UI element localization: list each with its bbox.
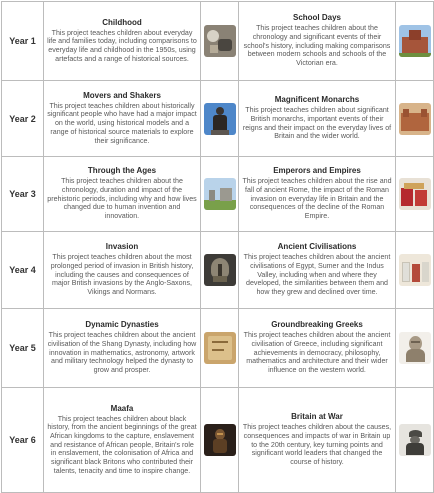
topic-image-cell: [396, 309, 434, 388]
topic-title: Britain at War: [291, 412, 343, 422]
topic-image-cell: [396, 157, 434, 232]
topic-description: This project teaches children about the ancient civilisations of Egypt, Sumer and the Indus Valley, including when and where they developed, the similarities between them and how they grew and declined over time.: [243, 253, 391, 297]
topic-cell: [239, 2, 396, 81]
topic-title: School Days: [292, 13, 341, 23]
topic-image-cell: [201, 232, 239, 309]
topic-description: This project teaches children about the ancient civilisation of Greece, including significant achievements in democracy, philosophy, mathematics and architecture and their wider influence on the western world.: [243, 331, 391, 375]
topic-description: This project teaches children about the most prolonged period of invasion in British history, including the causes and consequences of major British invasions by the Anglo-Saxons, Vikings and Normans.: [50, 253, 194, 297]
topic-image-cell: [396, 81, 434, 157]
year-label: Year 4: [2, 232, 44, 309]
topic-cell: [239, 157, 396, 232]
topic-cell: [44, 309, 201, 388]
topic-title: Childhood: [102, 17, 142, 27]
topic-image-cell: [396, 2, 434, 81]
topic-cell: [44, 81, 201, 157]
topic-cell: [44, 2, 201, 81]
topic-title: Invasion: [105, 242, 139, 252]
topic-title: Dynamic Dynasties: [85, 320, 159, 330]
topic-cell: [44, 232, 201, 309]
topic-image-cell: [201, 309, 239, 388]
greek-bust-image: [399, 332, 431, 364]
helmet-image: [204, 254, 236, 286]
oracle-bone-image: [204, 332, 236, 364]
table-row: [2, 232, 434, 309]
table-row: [2, 388, 434, 493]
topic-description: This project teaches children about historically significant people who have had a major impact on the world, using historical models and a range of historical source materials to explore their significance.: [47, 101, 197, 145]
soldier-image: [399, 424, 431, 456]
bronze-figure-image: [204, 424, 236, 456]
year-label: Year 6: [2, 388, 44, 493]
topic-description: This project teaches children about the chronology and significant events of their school's history, including making comparisons between modern schools and schools of the Victorian era.: [243, 24, 391, 68]
topic-title: Through the Ages: [87, 166, 157, 176]
palace-image: [399, 103, 431, 135]
topic-description: This project teaches children about the causes, consequences and impacts of war in Britain up to the 20th century, key turning points and significant world leaders that changed the course of history.: [242, 423, 392, 467]
table-row: [2, 157, 434, 232]
statue-image: [204, 103, 236, 135]
topic-description: This project teaches children about black history, from the ancient beginnings of the great African kingdoms to the capture, enslavement and resistance of African people, Britain's role in enslavement, the colonisation of Africa and significant black Britons who contributed their talents, tenacity and time to inspire change.: [47, 414, 197, 475]
ancient-figures-image: [399, 254, 431, 286]
year-label: Year 3: [2, 157, 44, 232]
topic-cell: [239, 388, 396, 493]
year-label: Year 2: [2, 81, 44, 157]
topic-cell: [239, 81, 396, 157]
topic-title: Groundbreaking Greeks: [271, 320, 363, 330]
topic-image-cell: [396, 388, 434, 493]
topic-title: Movers and Shakers: [83, 90, 161, 100]
table-row: [2, 309, 434, 388]
history-curriculum-table: [1, 1, 434, 493]
topic-description: This project teaches children about significant British monarchs, important events of their reigns and their impact on the everyday lives of Britain and the wider world.: [242, 106, 392, 141]
childhood-toys-image: [204, 25, 236, 57]
topic-cell: [239, 309, 396, 388]
topic-image-cell: [201, 157, 239, 232]
topic-image-cell: [201, 81, 239, 157]
topic-image-cell: [201, 388, 239, 493]
school-building-image: [399, 25, 431, 57]
year-label: Year 1: [2, 2, 44, 81]
topic-description: This project teaches children about everyday life and families today, including comparisons to everyday life and childhood in the 1950s, using artefacts and a range of historical sources.: [47, 28, 197, 63]
topic-image-cell: [396, 232, 434, 309]
topic-description: This project teaches children about the rise and fall of ancient Rome, the impact of the Roman invasion on everyday life in Britain and the consequences of the decline of the Roman Empire.: [242, 177, 392, 221]
topic-title: Emperors and Empires: [273, 166, 361, 176]
table-row: [2, 2, 434, 81]
stonehenge-image: [204, 178, 236, 210]
topic-title: Magnificent Monarchs: [274, 95, 360, 105]
topic-cell: [44, 157, 201, 232]
topic-cell: [44, 388, 201, 493]
year-label: Year 5: [2, 309, 44, 388]
topic-description: This project teaches children about the ancient civilisation of the Shang Dynasty, including how innovation in mathematics, astronomy, artwork and military technology helped the dynasty to grow and prosper.: [47, 331, 197, 375]
topic-title: Ancient Civilisations: [277, 242, 357, 252]
topic-title: Maafa: [110, 403, 134, 413]
roman-soldiers-image: [399, 178, 431, 210]
topic-description: This project teaches children about the chronology, duration and impact of the prehistoric periods, including why and how lives changed due to human invention and innovation.: [47, 177, 197, 221]
topic-cell: [239, 232, 396, 309]
table-row: [2, 81, 434, 157]
topic-image-cell: [201, 2, 239, 81]
